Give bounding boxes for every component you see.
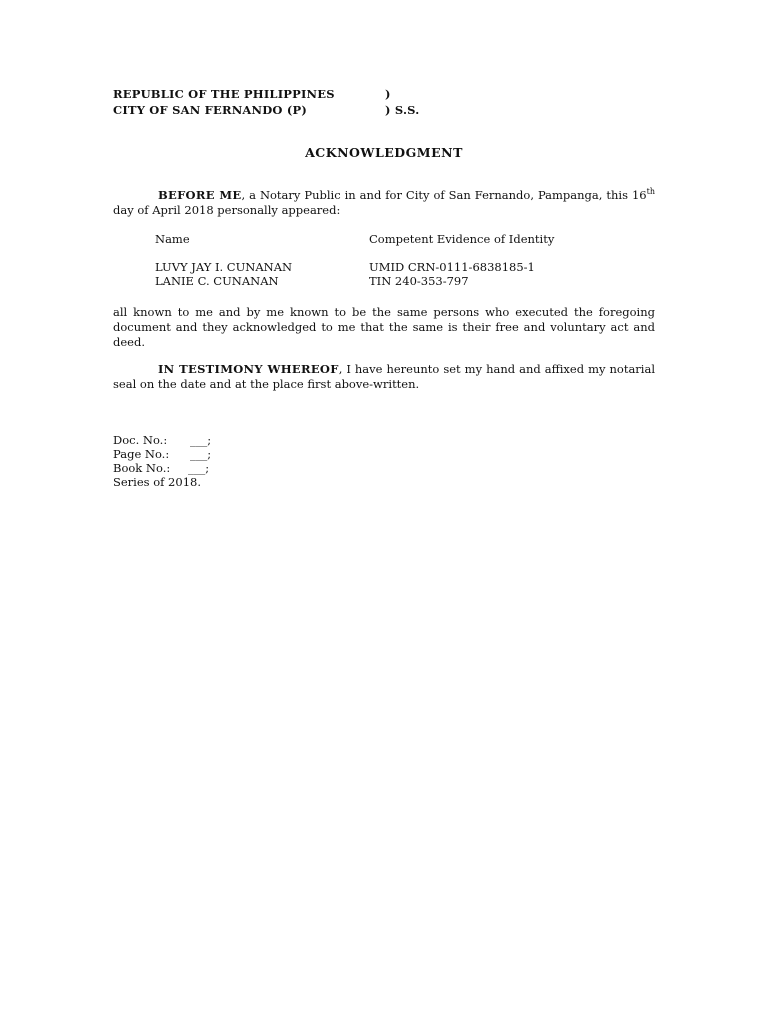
before-me-text-a: , a Notary Public in and for City of San Fernando, Pampanga, this 16 — [241, 188, 647, 202]
book-no-value: ___; — [188, 461, 210, 475]
venue-city-text: CITY OF SAN FERNANDO (P) — [113, 103, 307, 117]
venue-line-city — [113, 102, 420, 118]
page-no-value: ___; — [190, 447, 212, 461]
person-name: LUVY JAY I. CUNANAN — [155, 260, 293, 274]
header-evidence: Competent Evidence of Identity — [369, 232, 555, 246]
person-evidence: UMID CRN-0111-6838185-1 — [369, 260, 535, 274]
venue-block — [113, 86, 420, 118]
page-no-label: Page No.: — [113, 447, 170, 461]
paragraph-before-me — [113, 188, 655, 218]
venue-paren: ) — [385, 87, 391, 101]
paragraph-known-to-me: all known to me and by me known to be the same persons who executed the foregoing document and they acknowledged to me that the same is their free and voluntary act and deed. — [113, 305, 655, 349]
header-name: Name — [155, 232, 190, 246]
paragraph-testimony — [113, 362, 655, 392]
before-me-text-b: day of April 2018 personally appeared: — [113, 203, 341, 217]
venue-line-republic — [113, 86, 391, 102]
page-no-line — [113, 447, 212, 461]
book-no-line — [113, 461, 210, 475]
person-evidence: TIN 240-353-797 — [369, 274, 469, 288]
venue-republic-text: REPUBLIC OF THE PHILIPPINES — [113, 87, 335, 101]
doc-no-label: Doc. No.: — [113, 433, 168, 447]
series-line — [113, 475, 201, 489]
before-me-lead: BEFORE ME — [158, 188, 242, 202]
testimony-text: , I have hereunto set my hand and affixed my notarial seal on the date and at the place first above-written. — [113, 362, 656, 391]
testimony-lead: IN TESTIMONY WHEREOF — [158, 362, 339, 376]
doc-no-line — [113, 433, 212, 447]
document-title: ACKNOWLEDGMENT — [305, 145, 463, 160]
book-no-label: Book No.: — [113, 461, 171, 475]
ordinal-suffix: th — [646, 187, 655, 197]
venue-ss: ) S.S. — [385, 103, 420, 117]
series-text: Series of 2018. — [113, 475, 201, 489]
person-name: LANIE C. CUNANAN — [155, 274, 279, 288]
notarial-register-block — [113, 433, 212, 489]
doc-no-value: ___; — [190, 433, 212, 447]
